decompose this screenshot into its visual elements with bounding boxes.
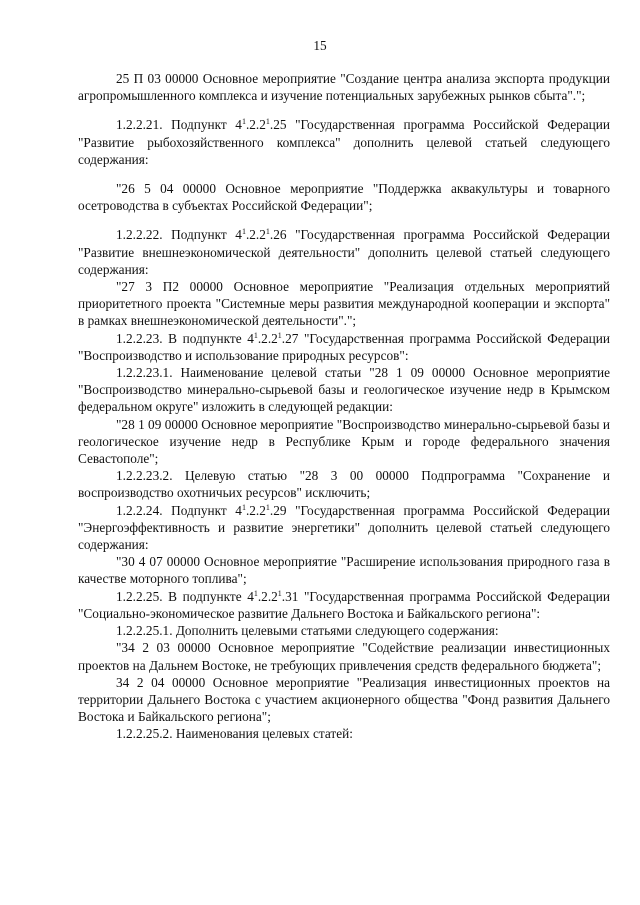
superscript: 1 xyxy=(253,588,258,598)
superscript: 1 xyxy=(265,227,270,237)
text-run: .25 "Государственная программа Российской Федерации "Развитие рыбохозяйственного комплекса" дополнить целевой статьей следующего содержания: xyxy=(78,117,610,167)
text-run: .29 "Государственная программа Российской Федерации "Энергоэффективность и развитие энергетики" дополнить целевой статьей следующего содержания: xyxy=(78,502,610,553)
paragraph: "34 2 03 00000 Основное мероприятие "Содействие реализации инвестиционных проектов на Дальнем Востоке, не требующих привлечения средств федерального бюджета"; xyxy=(78,640,610,673)
superscript: 1 xyxy=(265,117,270,127)
superscript: 1 xyxy=(241,117,246,127)
paragraph: 1.2.2.23.1. Наименование целевой статьи "28 1 09 00000 Основное мероприятие "Воспроизводство минерально-сырьевой базы и геологическое изучение недр в Крымском федеральном округе" изложить в следующей редакции: xyxy=(78,365,610,415)
superscript: 1 xyxy=(241,227,246,237)
paragraph xyxy=(78,226,610,278)
paragraph xyxy=(78,588,610,622)
superscript: 1 xyxy=(277,330,282,340)
text-run: .27 "Государственная программа Российской Федерации "Воспроизводство и использование природных ресурсов": xyxy=(78,330,610,363)
text-run: .2.2 xyxy=(257,588,278,604)
paragraph: "26 5 04 00000 Основное мероприятие "Поддержка аквакультуры и товарного осетроводства в субъектах Российской Федерации"; xyxy=(78,181,610,214)
superscript: 1 xyxy=(241,502,246,512)
text-run: .31 "Государственная программа Российской Федерации "Социально-экономическое развитие Дальнего Востока и Байкальского региона": xyxy=(78,588,610,621)
paragraph: 1.2.2.23.2. Целевую статью "28 3 00 00000 Подпрограмма "Сохранение и воспроизводство охотничьих ресурсов" исключить; xyxy=(78,468,610,501)
page-number: 15 xyxy=(313,38,327,53)
text-run: 1.2.2.21. Подпункт 4 xyxy=(116,117,242,133)
paragraph: 25 П 03 00000 Основное мероприятие "Создание центра анализа экспорта продукции агропромышленного комплекса и изучение потенциальных зарубежных рынков сбыта"."; xyxy=(78,71,610,104)
paragraph xyxy=(78,502,610,554)
superscript: 1 xyxy=(253,330,258,340)
paragraph: "27 3 П2 00000 Основное мероприятие "Реализация отдельных мероприятий приоритетного проекта "Системные меры развития международной кооперации и экспорта" в рамках внешнеэкономической деятельности"."; xyxy=(78,279,610,329)
text-run: 1.2.2.23. В подпункте 4 xyxy=(116,330,254,346)
paragraph: 1.2.2.25.1. Дополнить целевыми статьями следующего содержания: xyxy=(116,623,499,639)
paragraph: "28 1 09 00000 Основное мероприятие "Воспроизводство минерально-сырьевой базы и геологическое изучение недр в Республике Крым и городе федерального значения Севастополе"; xyxy=(78,416,610,467)
text-run: .2.2 xyxy=(245,502,266,518)
text-run: .2.2 xyxy=(257,330,278,346)
paragraph: 1.2.2.25.2. Наименования целевых статей: xyxy=(116,726,353,742)
document-body xyxy=(78,70,610,743)
superscript: 1 xyxy=(265,502,270,512)
text-run: .2.2 xyxy=(245,117,266,133)
paragraph xyxy=(78,116,610,168)
text-run: 1.2.2.24. Подпункт 4 xyxy=(116,502,242,518)
text-run: .2.2 xyxy=(245,227,266,243)
text-run: .26 "Государственная программа Российской Федерации "Развитие внешнеэкономической деятельности" дополнить целевой статьей следующего содержания: xyxy=(78,227,610,277)
paragraph: 34 2 04 00000 Основное мероприятие "Реализация инвестиционных проектов на территории Дальнего Востока с участием акционерного общества "Фонд развития Дальнего Востока и Байкальского региона"; xyxy=(78,674,610,725)
superscript: 1 xyxy=(277,588,282,598)
paragraph: "30 4 07 00000 Основное мероприятие "Расширение использования природного газа в качестве моторного топлива"; xyxy=(78,554,610,587)
paragraph xyxy=(78,330,610,364)
text-run: 1.2.2.22. Подпункт 4 xyxy=(116,227,242,243)
text-run: 1.2.2.25. В подпункте 4 xyxy=(116,588,254,604)
